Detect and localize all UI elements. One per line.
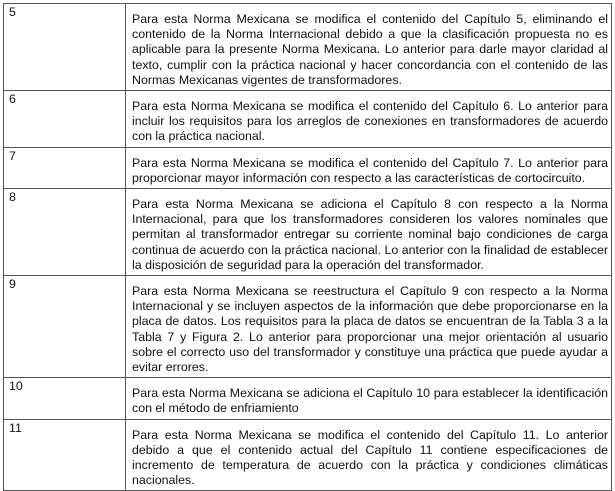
table-row bbox=[4, 419, 612, 491]
chapter-justification: Para esta Norma Mexicana se modifica el contenido del Capítulo 7. Lo anterior para proporcionar mayor información con respecto a las características de cortocircuito. bbox=[126, 147, 612, 188]
chapter-justification: Para esta Norma Mexicana se modifica el contenido del Capítulo 11. Lo anterior debido a que el contenido actual del Capítulo 11 contiene especificaciones de incremento de temperatura de acuerdo con la práctica y condiciones climáticas nacionales. bbox=[126, 419, 612, 491]
chapter-justification: Para esta Norma Mexicana se modifica el contenido del Capítulo 6. Lo anterior para incluir los requisitos para los arreglos de conexiones en transformadores de acuerdo con la práctica nacional. bbox=[126, 91, 612, 148]
chapter-number: 8 bbox=[4, 189, 126, 276]
chapter-number: 9 bbox=[4, 276, 126, 378]
chapter-justification: Para esta Norma Mexicana se reestructura el Capítulo 9 con respecto a la Norma Internacional y se incluyen aspectos de la información que debe proporcionarse en la placa de datos. Los requisitos para la placa de datos se encuentran de la Tabla 3 a la Tabla 7 y Figura 2. Lo anterior para proporcionar una mejor orientación al usuario sobre el correcto uso del transformador y constituye una práctica que puede ayudar a evitar errores. bbox=[126, 276, 612, 378]
chapter-number: 6 bbox=[4, 91, 126, 148]
chapter-justification: Para esta Norma Mexicana se adiciona el Capítulo 8 con respecto a la Norma Internacional, para que los transformadores consideren los valores nominales que permitan al transformador entregar su corriente nominal bajo condiciones de carga continua de acuerdo con la práctica nacional. Lo anterior con la finalidad de establecer la disposición de seguridad para la operación del transformador. bbox=[126, 189, 612, 276]
chapter-number: 5 bbox=[4, 4, 126, 91]
chapter-number: 11 bbox=[4, 419, 126, 491]
chapter-number: 10 bbox=[4, 378, 126, 419]
table-row bbox=[4, 91, 612, 148]
table-row bbox=[4, 147, 612, 188]
modifications-table bbox=[3, 3, 612, 491]
table-row bbox=[4, 378, 612, 419]
chapter-justification: Para esta Norma Mexicana se adiciona el Capítulo 10 para establecer la identificación con el método de enfriamiento bbox=[126, 378, 612, 419]
table-row bbox=[4, 4, 612, 91]
chapter-number: 7 bbox=[4, 147, 126, 188]
table-row bbox=[4, 189, 612, 276]
table-row bbox=[4, 276, 612, 378]
chapter-justification: Para esta Norma Mexicana se modifica el contenido del Capítulo 5, eliminando el contenido de la Norma Internacional debido a que la clasificación propuesta no es aplicable para la presente Norma Mexicana. Lo anterior para darle mayor claridad al texto, cumplir con la práctica nacional y hacer concordancia con el contenido de las Normas Mexicanas vigentes de transformadores. bbox=[126, 4, 612, 91]
